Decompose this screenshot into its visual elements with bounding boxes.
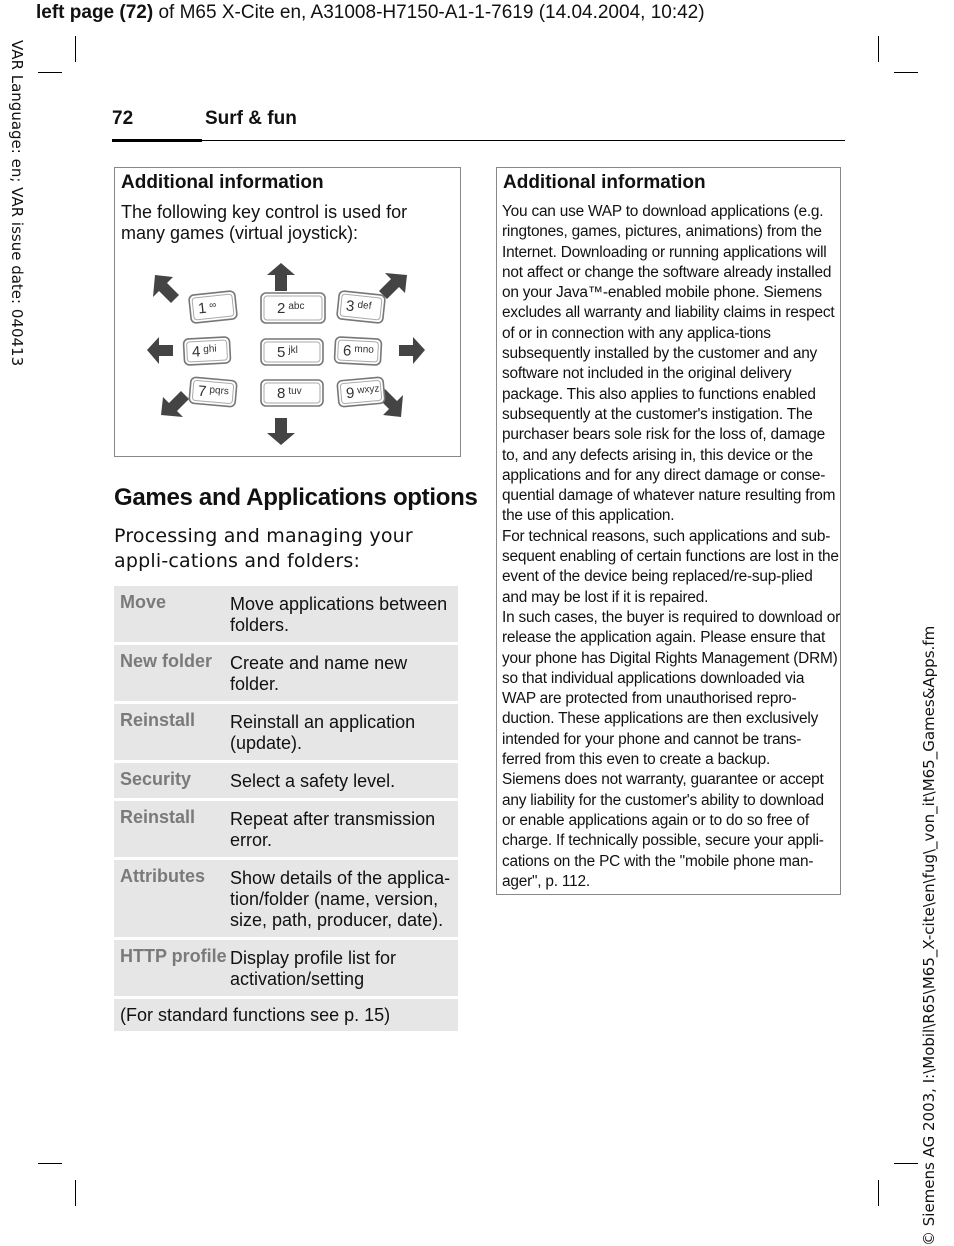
option-row (114, 940, 458, 996)
info-box-download (496, 167, 841, 895)
crop-mark (894, 1163, 918, 1164)
keypad-key-label: 1∞ (197, 299, 217, 318)
option-desc: Select a safety level. (230, 771, 396, 791)
header-rule-accent (112, 139, 202, 142)
option-row (114, 586, 458, 642)
option-row (114, 645, 458, 701)
keypad-key-9 (337, 377, 385, 407)
arrow-down-left-icon (161, 391, 189, 417)
keypad-key-3 (337, 291, 386, 324)
options-table (114, 586, 458, 1031)
keypad-key-label: 5 $^{jkl}$ (277, 344, 298, 361)
crop-mark (894, 72, 918, 73)
section-title: Surf & fun (205, 108, 297, 129)
info-paragraph: For technical reasons, such applications and sub-sequent enabling of certain functions are lost in the event of the device being replaced/re-sup-plied and may be lost if it is repaired. (502, 527, 839, 606)
keypad-key-label: 2 $^{abc}$ (277, 300, 305, 317)
header-doc-ref: of M65 X-Cite en, A31008-H7150-A1-1-7619 (14.04.2004, 10:42) (153, 2, 705, 23)
option-row (114, 860, 458, 937)
option-key: New folder (120, 651, 213, 671)
side-note-left (8, 40, 28, 400)
header-page-ref: left page (72) (36, 2, 154, 23)
option-desc: Repeat after transmission error. (230, 809, 436, 850)
keypad-key-2 (261, 293, 325, 323)
option-desc: Display profile list for activation/setting (230, 948, 397, 989)
keypad-key-label: 3 $^{def}$ (345, 297, 372, 316)
header-rule (112, 140, 845, 141)
standard-functions-note: (For standard functions see p. 15) (114, 999, 458, 1031)
arrow-left-icon (147, 337, 173, 364)
side-note-right-text: © Siemens AG 2003, I:\Mobil\R65\M65_X-cite\en\fug\_von_it\M65_Games&Apps.fm (920, 625, 938, 1246)
option-row (114, 801, 458, 857)
keypad-key-5 (261, 339, 323, 365)
option-desc: Reinstall an application (update). (230, 712, 416, 753)
info-box-title: Additional information (121, 172, 324, 193)
document-header (36, 2, 705, 24)
option-desc: Move applications between folders. (230, 594, 448, 635)
info-paragraph: Siemens does not warranty, guarantee or accept any liability for the customer's ability to download or enable applications again or to do so free of charge. If technically possible, secure your appli-cations on the PC with the "mobile phone man-ager", p. 112. (502, 771, 824, 890)
option-key: Move (120, 592, 167, 612)
arrow-right-icon (399, 337, 425, 364)
arrow-up-icon (267, 263, 295, 291)
option-key: Attributes (120, 866, 205, 886)
side-note-right (920, 560, 942, 1246)
keypad-key-1 (189, 291, 238, 324)
crop-mark (878, 36, 879, 62)
option-row (114, 704, 458, 760)
keypad-key-8 (261, 380, 323, 406)
info-box-title: Additional information (503, 172, 706, 193)
info-box-body (502, 202, 840, 892)
games-intro: Processing and managing your appli-cations and folders: (114, 525, 413, 572)
keypad-key-label: 9 $^{wxyz}$ (345, 383, 380, 403)
crop-mark (38, 1163, 62, 1164)
option-key: HTTP profile (120, 946, 227, 966)
option-key: Reinstall (120, 807, 196, 827)
arrow-up-left-icon (153, 275, 179, 303)
option-key: Security (120, 769, 192, 789)
arrow-up-right-icon (379, 273, 407, 299)
page-number: 72 (112, 108, 134, 129)
keypad-key-4 (183, 337, 230, 365)
side-note-left-text: VAR Language: en; VAR issue date: 040413 (8, 40, 26, 367)
info-box-text: The following key control is used for many games (virtual joystick): (121, 202, 408, 243)
option-desc: Create and name new folder. (230, 653, 408, 694)
virtual-joystick-diagram (135, 263, 435, 453)
info-box-joystick (114, 167, 461, 457)
keypad-key-7 (189, 377, 237, 407)
info-paragraph: You can use WAP to download applications (e.g. ringtones, games, pictures, animations) from the Internet. Downloading or running applications will not affect or change the software already installed on your Java™-enabled mobile phone. Siemens excludes all warranty and liability claims in respect of or in connection with any applica-tions subsequently installed by the customer and any software not included in the original delivery package. This also applies to functions enabled subsequently at the customer's instigation. The purchaser bears sole risk for the loss of, damage to, and any defects arising in, this device or the applications and for any direct damage or conse-quential damage of whatever nature resulting from the use of this application. (502, 203, 836, 525)
option-desc: Show details of the applica-tion/folder (name, version, size, path, producer, date). (230, 868, 451, 930)
crop-mark (38, 72, 62, 73)
crop-mark (878, 1180, 879, 1206)
keypad-key-label: 6 $^{mno}$ (342, 342, 375, 360)
games-heading: Games and Applications options (114, 484, 478, 511)
keypad-key-label: 8 $^{tuv}$ (277, 385, 302, 402)
info-paragraph: In such cases, the buyer is required to download or release the application again. Please ensure that your phone has Digital Rights Management (DRM) so that individual applications downloaded via WAP are protected from unauthorised repro-duction. These applications are then exclusively intended for your phone and cannot be trans-ferred from this even to create a backup. (502, 608, 840, 769)
option-row (114, 763, 458, 798)
keypad-key-6 (334, 337, 381, 365)
keypad-key-label: 4 $^{ghi}$ (191, 343, 217, 361)
keypad-key-label: 7 $^{pqrs}$ (197, 382, 230, 401)
arrow-down-icon (267, 418, 295, 445)
crop-mark (75, 36, 76, 62)
crop-mark (75, 1180, 76, 1206)
option-key: Reinstall (120, 710, 196, 730)
